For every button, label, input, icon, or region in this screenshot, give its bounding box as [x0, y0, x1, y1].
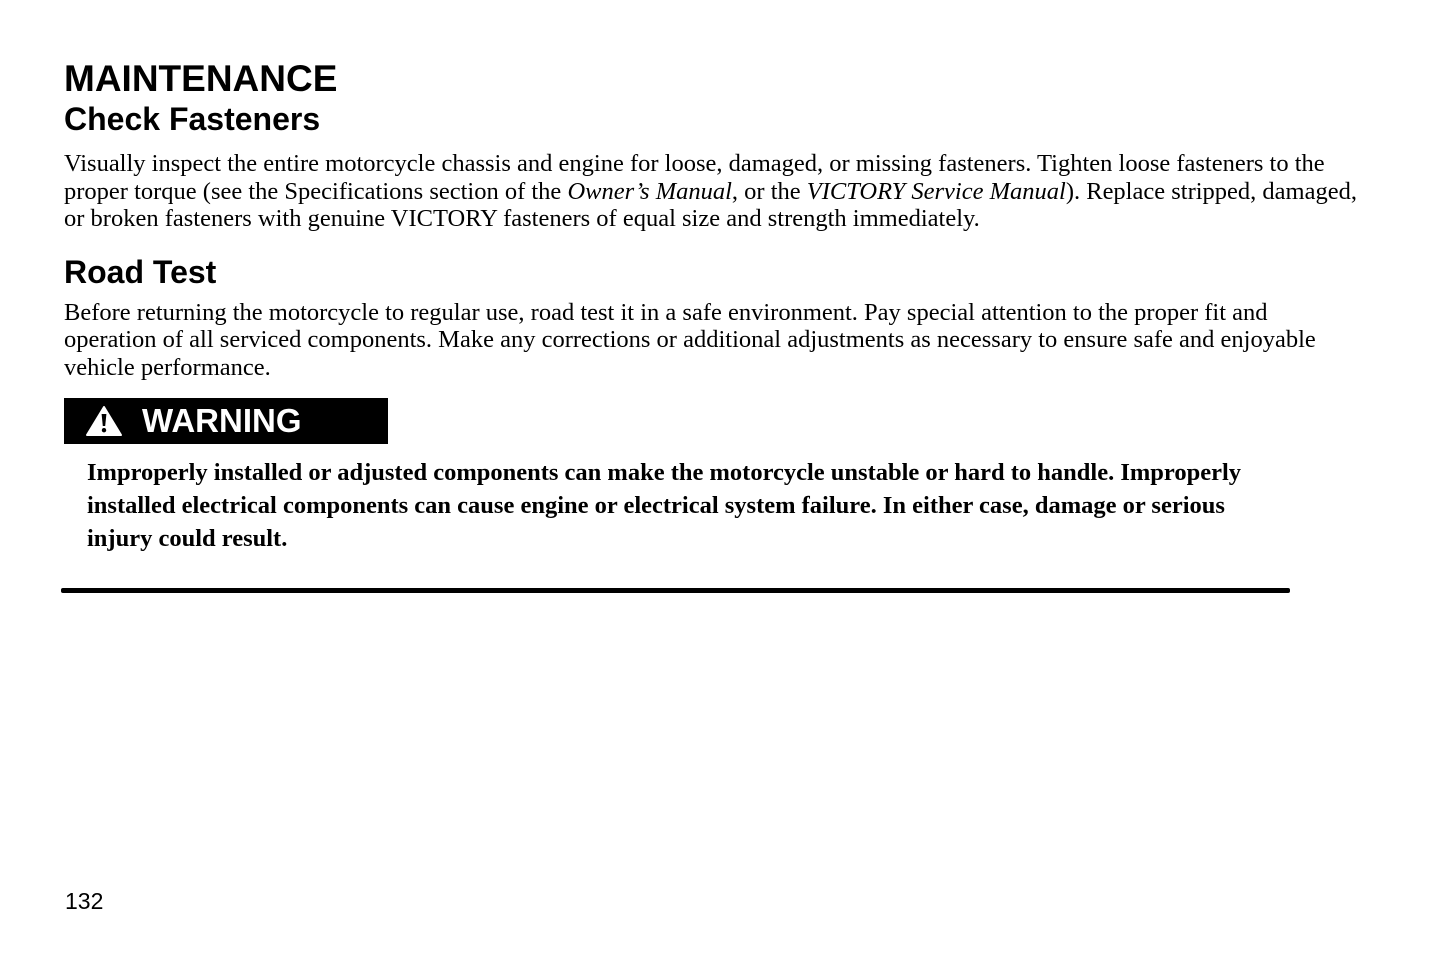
warning-triangle-icon [85, 405, 123, 437]
page-number: 132 [65, 888, 104, 914]
warning-message: Improperly installed or adjusted components can make the motorcycle unstable or hard to handle. Improperly installed electrical components can cause engine or electrical system failure. In either case, damage or serious injury could result. [87, 459, 1242, 552]
check-fasteners-text-1: Visually inspect the entire motorcycle chassis and engine for loose, damaged, or missing fasteners. Tighten loose fasteners to the proper torque (see the Specifications section of the [64, 150, 1325, 205]
section-title: MAINTENANCE [64, 58, 338, 99]
check-fasteners-text-3: ). Replace stripped, damaged, or broken fasteners with genuine VICTORY fasteners of equal size and strength immediately. [64, 177, 1357, 232]
warning-label-text: WARNING [142, 402, 302, 439]
page-content [64, 58, 1364, 555]
check-fasteners-heading: Check Fasteners [64, 101, 321, 137]
owners-manual-reference: Owner’s Manual [567, 177, 732, 205]
road-test-heading: Road Test [64, 253, 217, 290]
check-fasteners-text-2: , or the [731, 177, 807, 205]
warning-label [64, 398, 388, 444]
warning-bottom-rule [61, 588, 1290, 593]
road-test-paragraph: Before returning the motorcycle to regular use, road test it in a safe environment. Pay special attention to the proper fit and operation of all serviced components. Make any corrections or additional adjustments as necessary to ensure safe and enjoyable vehicle performance. [64, 298, 1316, 381]
service-manual-reference: VICTORY Service Manual [806, 177, 1066, 205]
check-fasteners-paragraph [64, 150, 1364, 233]
